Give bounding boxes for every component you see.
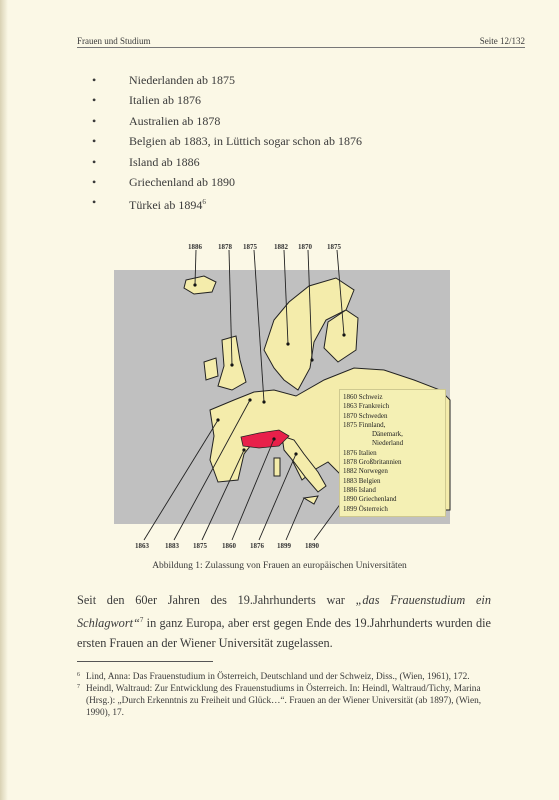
year-label-bottom: 1883 xyxy=(165,542,179,550)
footnote: 7 Heindl, Waltraud: Zur Entwicklung des Frauenstudiums in Österreich. In: Heindl, Waltraud/Tichy, Marina (Hrsg.): „Durch Erkenntnis zu Freiheit und Glück…“. Frauen an der Wiener Universität (ab 1897), (Wien, 1990), 17. xyxy=(77,684,482,718)
bullet-list xyxy=(92,70,362,213)
list-item: • Australien ab 1878 xyxy=(92,111,362,131)
year-label-bottom: 1890 xyxy=(305,542,319,550)
year-label-top: 1875 xyxy=(327,243,341,251)
footnote-ref: 7 xyxy=(139,616,144,624)
legend-entry: 1883 Belgien xyxy=(343,476,381,485)
year-label-top: 1882 xyxy=(274,243,288,251)
year-label-bottom: 1875 xyxy=(193,542,207,550)
footnote-ref: 6 xyxy=(202,198,206,207)
running-header-title: Frauen und Studium xyxy=(77,36,151,46)
legend-entry: 1863 Frankreich xyxy=(343,402,390,411)
list-item: • Niederlanden ab 1875 xyxy=(92,70,362,90)
year-label-bottom: 1876 xyxy=(250,542,264,550)
iceland-shape xyxy=(184,276,216,294)
header-rule xyxy=(77,47,525,48)
page-edge xyxy=(0,0,8,800)
footnote-rule xyxy=(77,661,213,662)
legend-entry: Dänemark, xyxy=(372,430,403,439)
legend-entry: 1882 Norwegen xyxy=(343,467,388,476)
legend-entry: 1870 Schweden xyxy=(343,411,388,420)
legend-entry: 1899 Österreich xyxy=(343,504,388,513)
body-paragraph: Seit den 60er Jahren des 19.Jahrhunderts war „das Frauenstudium ein Schlagwort“$^7$ in ganz Europa, aber erst gegen Ende des 19.Jahrhunderts wurden die ersten Frauen an der Wiener Universität zugelassen. xyxy=(77,593,491,651)
sardinia-shape xyxy=(274,458,280,476)
legend-entry: 1875 Finnland, xyxy=(343,420,386,429)
list-item: • Island ab 1886 xyxy=(92,152,362,172)
legend-entry: 1860 Schweiz xyxy=(343,393,383,401)
year-label-top: 1878 xyxy=(218,243,232,251)
year-label-bottom: 1863 xyxy=(135,542,149,550)
legend-entry: 1890 Griechenland xyxy=(343,495,397,504)
legend-entry: 1878 Großbritannien xyxy=(343,458,402,467)
map-legend xyxy=(339,389,446,517)
footnote: 6 Lind, Anna: Das Frauenstudium in Österreich, Deutschland und der Schweiz, Diss., (Wien, 1961), 172. xyxy=(77,672,470,682)
legend-entry: 1876 Italien xyxy=(343,448,377,457)
list-item: • Griechenland ab 1890 xyxy=(92,172,362,192)
sicily-shape xyxy=(304,496,318,504)
ireland-shape xyxy=(204,358,218,380)
page-number: Seite 12/132 xyxy=(479,36,525,46)
year-label-bottom: 1899 xyxy=(277,542,291,550)
year-label-bottom: 1860 xyxy=(222,542,236,550)
quote: „das Frauenstudium ein Schlagwort“ xyxy=(77,593,491,631)
legend-entry: Niederland xyxy=(372,439,404,448)
year-label-top: 1886 xyxy=(188,243,202,251)
year-label-top: 1875 xyxy=(243,243,257,251)
legend-entry: 1886 Island xyxy=(343,485,376,494)
list-item: • Italien ab 1876 xyxy=(92,90,362,110)
figure-caption: Abbildung 1: Zulassung von Frauen an europäischen Universitäten xyxy=(152,561,407,571)
footnotes xyxy=(77,671,497,719)
list-item: • Belgien ab 1883, in Lüttich sogar schon ab 1876 xyxy=(92,131,362,151)
year-label-top: 1870 xyxy=(298,243,312,251)
list-item: • Türkei ab 1894$^6$ xyxy=(92,192,362,212)
